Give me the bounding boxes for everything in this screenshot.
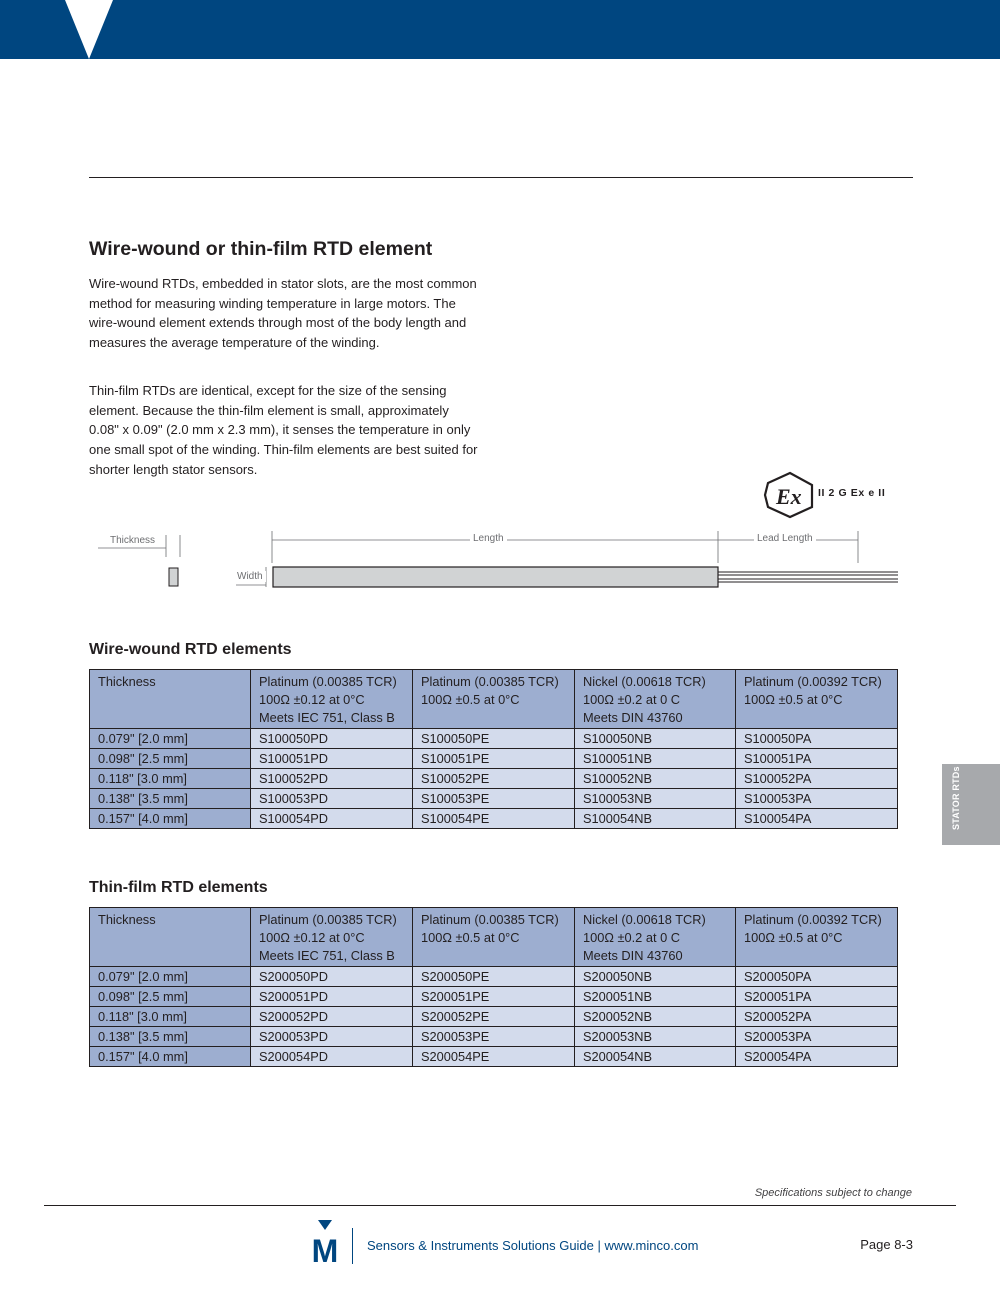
table-cell: S200051PA <box>736 987 898 1007</box>
table-row <box>90 749 898 769</box>
table-row <box>90 769 898 789</box>
table-cell: S200051PE <box>413 987 575 1007</box>
column-header-thickness: Thickness <box>90 670 251 729</box>
table-cell: S200052NB <box>575 1007 736 1027</box>
intro-paragraph-wire-wound: Wire-wound RTDs, embedded in stator slots, are the most common method for measuring winding temperature in large motors. The wire-wound element extends through most of the body length and measures the average temperature of the winding. <box>89 276 477 351</box>
atex-marking: II 2 G Ex e II <box>818 487 886 499</box>
table-row <box>90 729 898 749</box>
table-cell: S100050NB <box>575 729 736 749</box>
table-cell: 0.118" [3.0 mm] <box>90 1007 251 1027</box>
thickness-dimension-label: Thickness <box>107 535 158 546</box>
footer-separator <box>352 1228 353 1264</box>
table-cell: 0.138" [3.5 mm] <box>90 1027 251 1047</box>
table-cell: S100053NB <box>575 789 736 809</box>
width-dimension-label: Width <box>234 571 266 582</box>
table-cell: 0.118" [3.0 mm] <box>90 769 251 789</box>
table-row <box>90 809 898 829</box>
intro-paragraph-thin-film: Thin-film RTDs are identical, except for the size of the sensing element. Because the thin-film element is small, approximately 0.08" x 0.09" (2.0 mm x 2.3 mm), it senses the temperature in only one small spot of the winding. Thin-film elements are best suited for shorter length stator sensors. <box>89 383 478 477</box>
table-cell: S100051PA <box>736 749 898 769</box>
table-row <box>90 967 898 987</box>
table-cell: S100052NB <box>575 769 736 789</box>
thin-film-table-title: Thin-film RTD elements <box>89 879 268 896</box>
logo-letter: M <box>311 1233 339 1264</box>
table-cell: S200054PE <box>413 1047 575 1067</box>
column-header-nickel-618: Nickel (0.00618 TCR) 100Ω ±0.2 at 0 C Meets DIN 43760 <box>575 908 736 967</box>
table-cell: S100050PA <box>736 729 898 749</box>
section-title: Wire-wound or thin-film RTD element <box>89 238 433 260</box>
header-notch <box>65 0 113 59</box>
table-cell: S200050NB <box>575 967 736 987</box>
column-header-platinum-385: Platinum (0.00385 TCR) 100Ω ±0.5 at 0°C <box>413 670 575 729</box>
table-row <box>90 789 898 809</box>
table-cell: S200053PA <box>736 1027 898 1047</box>
top-divider <box>89 177 913 178</box>
table-cell: S200053PE <box>413 1027 575 1047</box>
table-cell: S100054PD <box>251 809 413 829</box>
table-cell: S200050PE <box>413 967 575 987</box>
table-cell: S100052PE <box>413 769 575 789</box>
column-header-platinum-392: Platinum (0.00392 TCR) 100Ω ±0.5 at 0°C <box>736 670 898 729</box>
table-cell: S100054NB <box>575 809 736 829</box>
table-cell: S200054PD <box>251 1047 413 1067</box>
page-number: Page 8-3 <box>860 1237 913 1252</box>
length-dimension-label: Length <box>470 533 507 544</box>
column-header-platinum-392: Platinum (0.00392 TCR) 100Ω ±0.5 at 0°C <box>736 908 898 967</box>
table-cell: S200054PA <box>736 1047 898 1067</box>
table-cell: S200054NB <box>575 1047 736 1067</box>
table-header-row <box>90 908 898 967</box>
table-cell: S100054PE <box>413 809 575 829</box>
table-cell: S200051PD <box>251 987 413 1007</box>
table-cell: 0.138" [3.5 mm] <box>90 789 251 809</box>
lead-length-dimension-label: Lead Length <box>754 533 816 544</box>
footer-divider <box>44 1205 956 1206</box>
thin-film-table <box>89 907 898 1067</box>
table-cell: S200050PA <box>736 967 898 987</box>
table-cell: S200053PD <box>251 1027 413 1047</box>
atex-symbol: Ex <box>776 484 802 509</box>
specifications-note: Specifications subject to change <box>754 1187 912 1199</box>
rtd-dimension-diagram <box>0 525 1000 595</box>
table-cell: S200052PA <box>736 1007 898 1027</box>
table-cell: S100052PD <box>251 769 413 789</box>
table-cell: S100051NB <box>575 749 736 769</box>
table-row <box>90 1027 898 1047</box>
footer-guide-text: Sensors & Instruments Solutions Guide | www.minco.com <box>367 1238 699 1253</box>
table-row <box>90 987 898 1007</box>
table-cell: S100052PA <box>736 769 898 789</box>
table-cell: 0.079" [2.0 mm] <box>90 729 251 749</box>
column-header-thickness: Thickness <box>90 908 251 967</box>
side-tab-label: STATOR RTDs <box>951 766 961 830</box>
table-cell: S100050PD <box>251 729 413 749</box>
table-cell: S100053PA <box>736 789 898 809</box>
table-cell: 0.098" [2.5 mm] <box>90 987 251 1007</box>
wire-wound-table-title: Wire-wound RTD elements <box>89 641 292 658</box>
table-cell: 0.157" [4.0 mm] <box>90 1047 251 1067</box>
table-cell: S100050PE <box>413 729 575 749</box>
table-cell: 0.157" [4.0 mm] <box>90 809 251 829</box>
table-cell: S200050PD <box>251 967 413 987</box>
table-cell: 0.098" [2.5 mm] <box>90 749 251 769</box>
column-header-platinum-385: Platinum (0.00385 TCR) 100Ω ±0.5 at 0°C <box>413 908 575 967</box>
table-cell: S100051PD <box>251 749 413 769</box>
table-row <box>90 1047 898 1067</box>
table-cell: S100054PA <box>736 809 898 829</box>
column-header-platinum-385-class-b: Platinum (0.00385 TCR) 100Ω ±0.12 at 0°C Meets IEC 751, Class B <box>251 670 413 729</box>
header-band <box>0 0 1000 59</box>
table-cell: S100053PE <box>413 789 575 809</box>
column-header-platinum-385-class-b: Platinum (0.00385 TCR) 100Ω ±0.12 at 0°C Meets IEC 751, Class B <box>251 908 413 967</box>
column-header-nickel-618: Nickel (0.00618 TCR) 100Ω ±0.2 at 0 C Meets DIN 43760 <box>575 670 736 729</box>
table-cell: S100051PE <box>413 749 575 769</box>
minco-logo-icon <box>306 1220 344 1264</box>
table-cell: S200052PD <box>251 1007 413 1027</box>
table-cell: 0.079" [2.0 mm] <box>90 967 251 987</box>
table-cell: S200052PE <box>413 1007 575 1027</box>
table-cell: S200053NB <box>575 1027 736 1047</box>
table-row <box>90 1007 898 1027</box>
wire-wound-table <box>89 669 898 829</box>
table-cell: S100053PD <box>251 789 413 809</box>
table-header-row <box>90 670 898 729</box>
table-cell: S200051NB <box>575 987 736 1007</box>
